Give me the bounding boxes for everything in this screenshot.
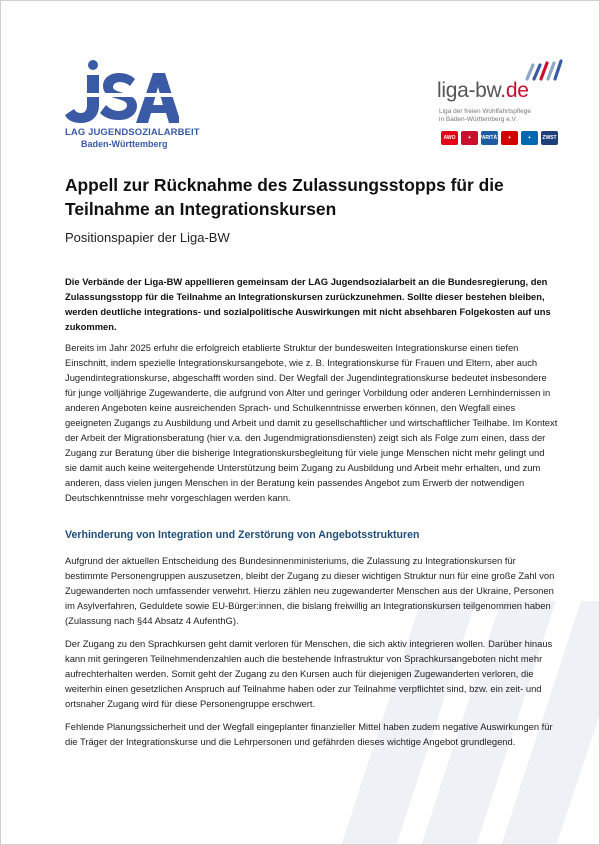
document-subtitle: Positionspapier der Liga-BW (65, 230, 230, 245)
paritaet-logo-icon: PARITÄT (481, 131, 498, 145)
lag-jugendsozialarbeit-logo (63, 59, 200, 154)
section-paragraph-2: Der Zugang zu den Sprachkursen geht damit verloren für Menschen, die sich aktiv integrieren wollen. Darüber hinaus kann mit geringeren Teilnehmendenzahlen auch die bestehende Infrastruktur von Sprachkursangeboten nicht mehr aufrechterhalten werden. Somit geht der Zugang zu den Kursen auch für diejenigen Zugewanderten verloren, die weiterhin einen gesetzlichen Anspruch auf Teilnahme haben oder zur Teilnahme verpflichtet sind, bzw. ein zeit- und ortsnaher Zugang wird für diese Personengruppe erschwert. (65, 638, 553, 709)
liga-bw-logo (437, 59, 567, 159)
body-paragraph-1: Bereits im Jahr 2025 erfuhr die erfolgreich etablierte Struktur der bundesweiten Integrationskurse einen tiefen Einschnitt, indem spezielle Integrationskursangebote, wie z. B. Integrationskurse für Frauen und Eltern, aber auch Jugendintegrationskurse, abgeschafft worden sind. Der Wegfall der Jugendintegrationskurse bedeutet insbesondere für junge volljährige Zugewanderte, die aufgrund von Alter und geringer Vorbildung oder anderen Lernhindernissen in anderen Angeboten keine ausreichenden Sprach- und Schulkenntnisse erwerben können, den Wegfall eines geeigneten Zugangs zu Ausbildung und Arbeit und damit zu gesellschaftlicher und wirtschaftlicher Teilhabe. Im Kontext der Arbeit der Migrationsberatung (hier v.a. den Jugendmigrationsdiensten) zeigt sich als Folge zum einen, dass der Zugang zur Beratung über die bisherige Integrationskursbegleitung für viele junge Menschen nicht mehr gelingt und sie damit auch keine weitergehende Unterstützung beim Zugang zu Ausbildung und Arbeit mehr erhalten, und zum anderen, dass vielen jungen Menschen in der Beratung kein passendes Angebot zum Erwerb der notwendigen Deutschkenntnisse mehr vorgeschlagen werden kann. (65, 342, 558, 503)
lag-logo-line1: LAG JUGENDSOZIALARBEIT (65, 127, 200, 138)
liga-name-main: liga-bw (437, 79, 501, 102)
document-title: Appell zur Rücknahme des Zulassungsstopps für die Teilnahme an Integrationskursen (65, 175, 504, 219)
lead-paragraph: Die Verbände der Liga-BW appellieren gemeinsam der LAG Jugendsozialarbeit an die Bundesregierung, den Zulassungsstopp für die Teilnahme an Integrationskursen zurückzunehmen. Sollte dieser bestehen bleiben, werden deutliche integrations- und sozialpolitische Auswirkungen mit nicht absehbaren Folgekosten auf uns zukommen. (65, 276, 551, 332)
red-cross-icon: + (501, 131, 518, 145)
liga-subtitle-line1: Liga der freien Wohlfahrtspflege (439, 108, 532, 115)
jsa-logo-mark (63, 59, 179, 125)
section-paragraph-3: Fehlende Planungssicherheit und der Wegfall eingeplanter finanzieller Mittel haben zudem negative Auswirkungen für die Träger der Integrationskurse und die Lehrpersonen und gefährden dieses wichtige Angebot grundlegend. (65, 721, 553, 747)
document-body (65, 173, 559, 749)
lag-logo-line2: Baden-Württemberg (81, 139, 168, 149)
liga-member-logos (441, 131, 558, 145)
liga-bw-name (437, 79, 529, 103)
liga-bw-subtitle (439, 108, 531, 124)
diakonie-cross-icon: + (521, 131, 538, 145)
zwst-logo-icon: ZWST (541, 131, 558, 145)
section-paragraph-1: Aufgrund der aktuellen Entscheidung des Bundesinnenministeriums, die Zulassung zu Integrationskursen für bestimmte Personengruppen auszusetzen, bleibt der Zugang zu dieser wichtigen Struktur nun für eine große Zahl von Zugewanderten noch umfassender verwehrt. Hierzu zählen neu zugewanderter Menschen aus der Ukraine, Personen im Asylverfahren, Geduldete sowie EU-Bürger:innen, die bislang freiwillig an Integrationskursen teilgenommen haben (Zulassung nach §44 Absatz 4 AufenthG). (65, 555, 555, 626)
section-heading: Verhinderung von Integration und Zerstörung von Angebotsstrukturen (65, 529, 420, 541)
page-header (1, 1, 599, 166)
liga-subtitle-line2: in Baden-Württemberg e.V. (439, 116, 518, 123)
awo-logo-icon: AWO (441, 131, 458, 145)
liga-name-tld: .de (500, 79, 529, 102)
liga-stripes-icon (525, 59, 565, 81)
caritas-cross-icon: + (461, 131, 478, 145)
